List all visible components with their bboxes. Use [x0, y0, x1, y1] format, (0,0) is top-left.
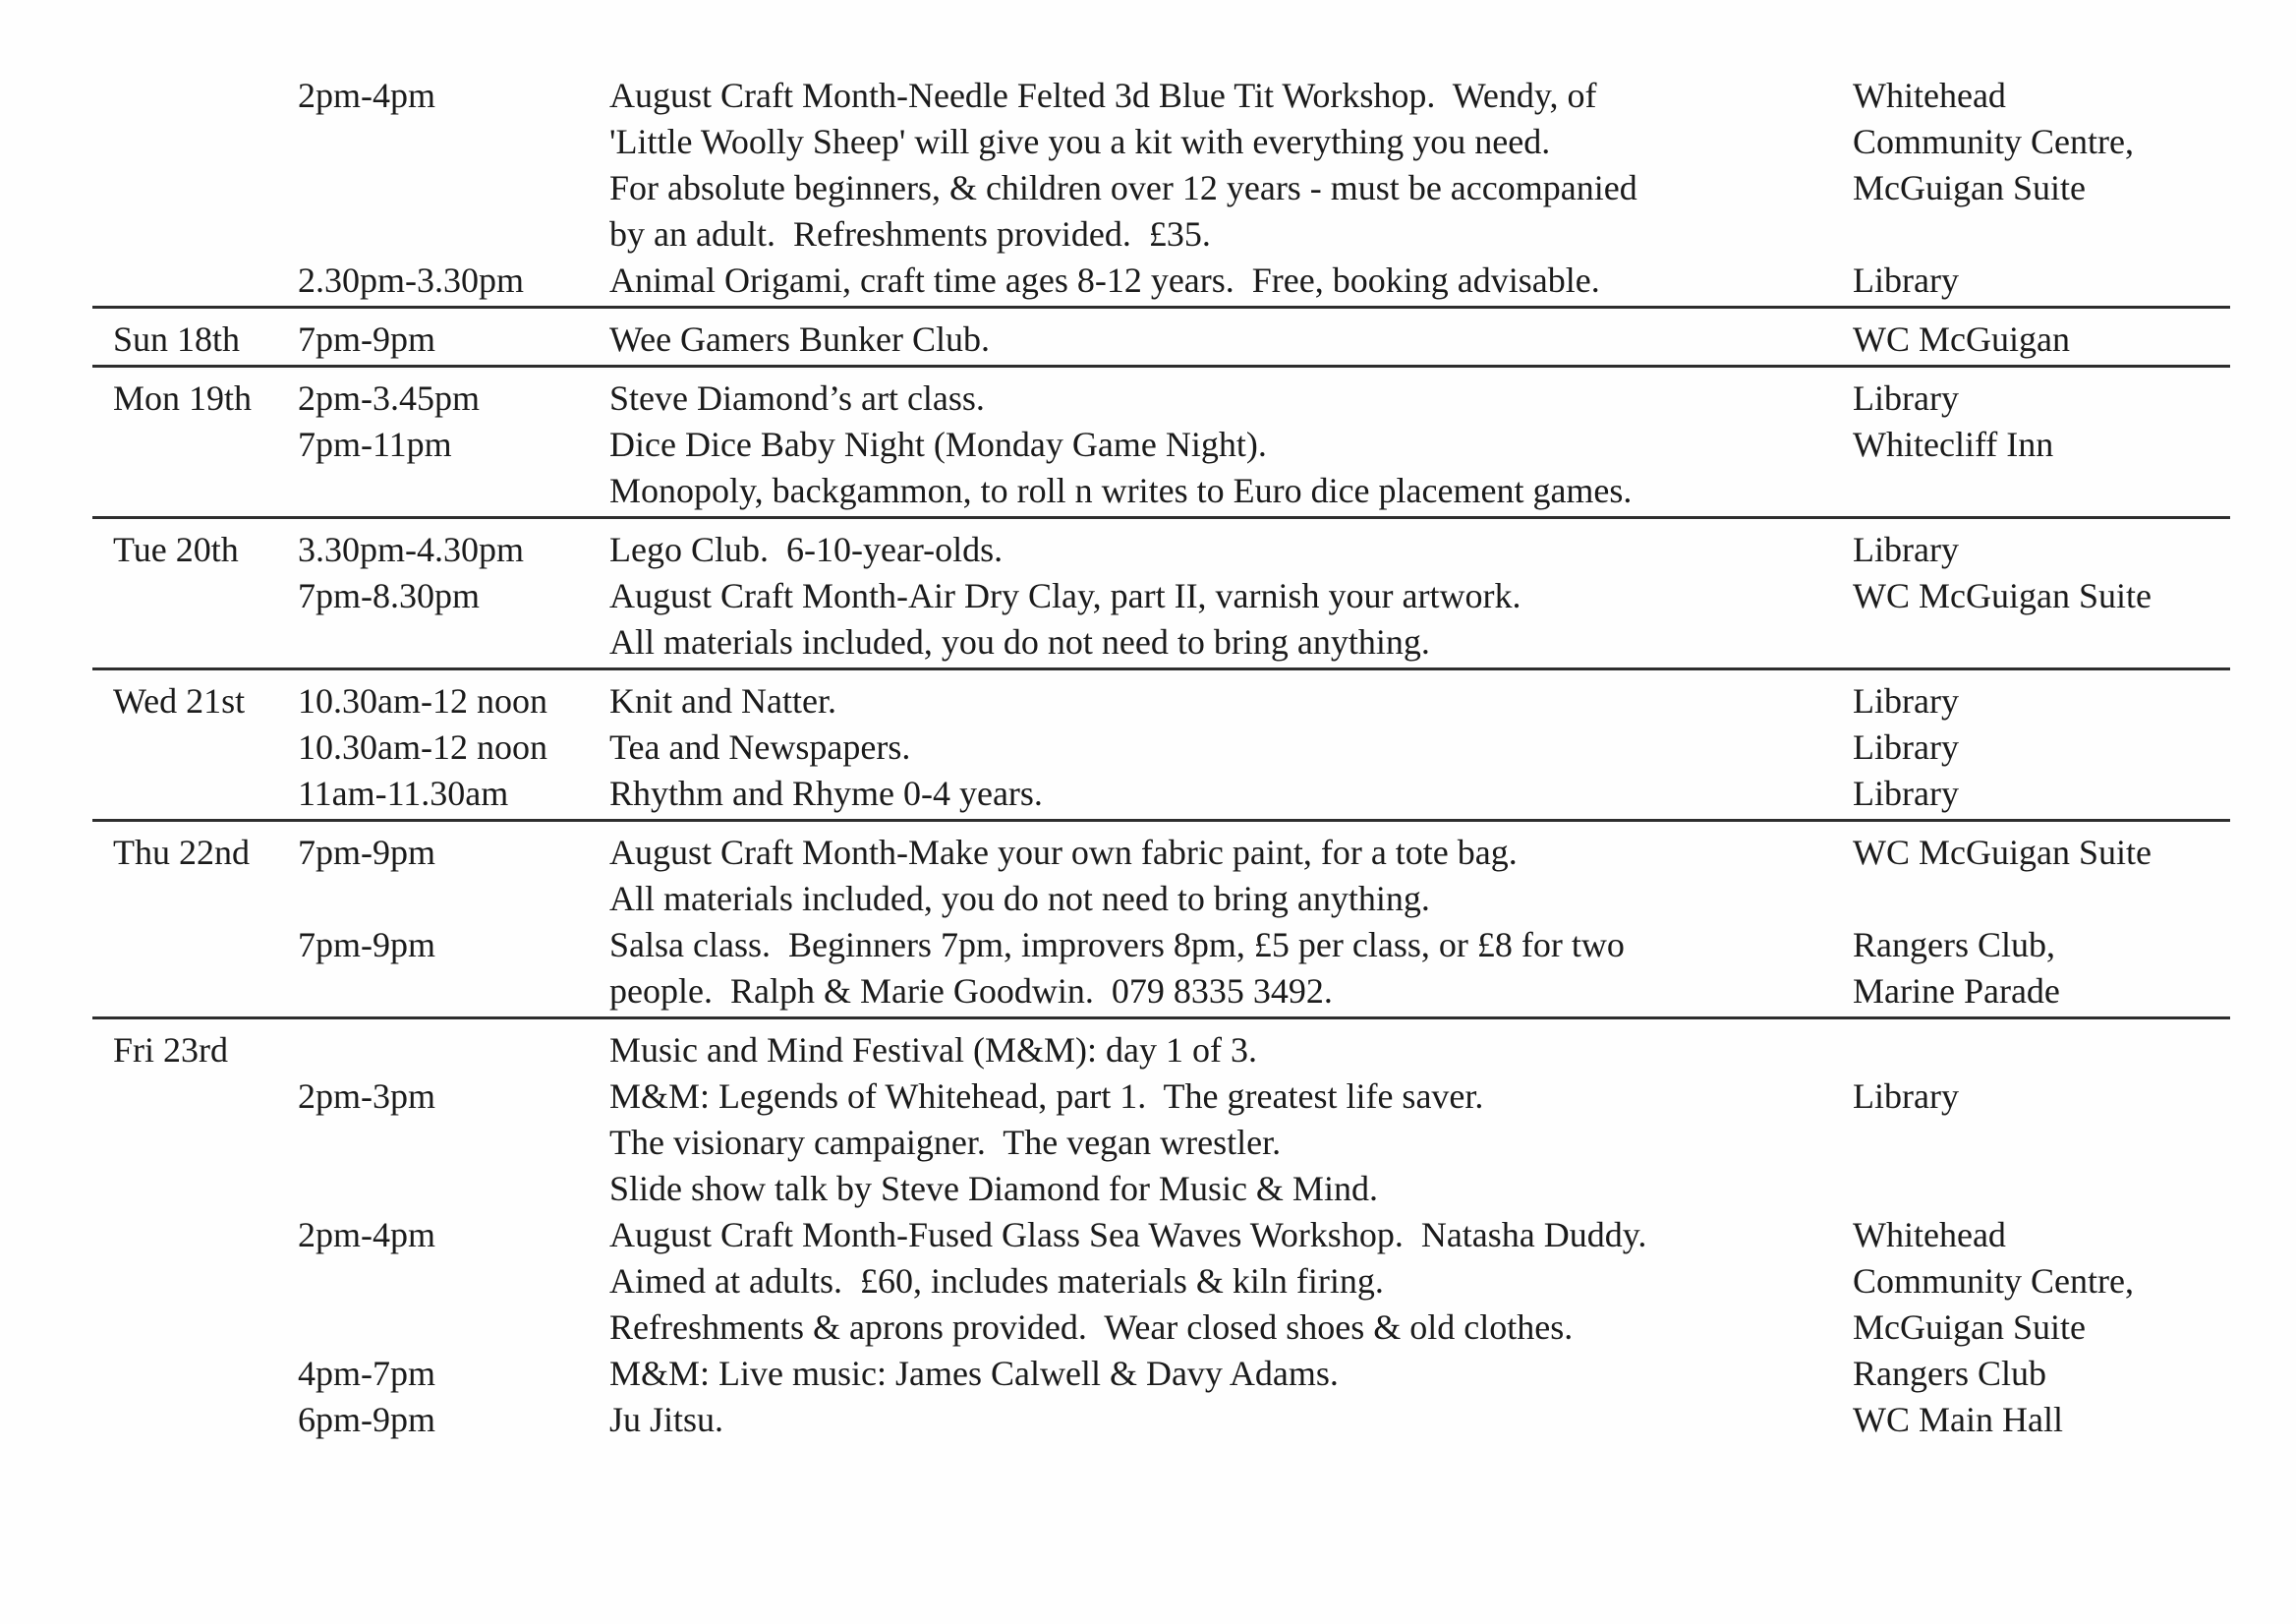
day-label: Tue 20th: [113, 530, 239, 569]
event-description: [609, 1027, 1853, 1073]
location-line: WC McGuigan: [1853, 319, 2070, 359]
day-label: Sun 18th: [113, 319, 241, 359]
event-row: [0, 258, 2296, 304]
event-time: 3.30pm-4.30pm: [298, 530, 524, 569]
day-label: Thu 22nd: [113, 833, 250, 872]
day-label: Wed 21st: [113, 681, 246, 721]
event-time: 2pm-3pm: [298, 1076, 435, 1116]
location-line: Library: [1853, 681, 1959, 721]
event-location: [1853, 678, 2296, 725]
description-line: Rhythm and Rhyme 0-4 years.: [609, 774, 1043, 813]
event-time: 4pm-7pm: [298, 1354, 435, 1393]
description-line: All materials included, you do not need to bring anything.: [609, 879, 1430, 918]
location-line: Library: [1853, 727, 1959, 767]
event-description: [609, 1397, 1853, 1443]
event-location: [1853, 922, 2296, 1015]
event-location: [1853, 258, 2296, 304]
event-location: [1853, 422, 2296, 468]
section-divider: [92, 819, 2230, 822]
schedule-section: [0, 376, 2296, 514]
location-line: Rangers Club,: [1853, 925, 2055, 964]
description-line: M&M: Live music: James Calwell & Davy Adams.: [609, 1354, 1339, 1393]
location-line: WC Main Hall: [1853, 1400, 2063, 1439]
location-line: WC McGuigan Suite: [1853, 833, 2152, 872]
event-location: [1853, 1351, 2296, 1397]
event-time: 11am-11.30am: [298, 774, 509, 813]
event-location: [1853, 73, 2296, 211]
description-line: by an adult. Refreshments provided. £35.: [609, 214, 1211, 254]
description-line: 'Little Woolly Sheep' will give you a kit with everything you need.: [609, 122, 1551, 161]
event-description: [609, 678, 1853, 725]
schedule-section: [0, 678, 2296, 817]
event-description: [609, 527, 1853, 573]
description-line: Steve Diamond’s art class.: [609, 378, 985, 418]
description-line: Refreshments & aprons provided. Wear closed shoes & old clothes.: [609, 1307, 1574, 1347]
event-time: 6pm-9pm: [298, 1400, 435, 1439]
location-line: WC McGuigan Suite: [1853, 576, 2152, 615]
event-time: 10.30am-12 noon: [298, 727, 547, 767]
description-line: August Craft Month-Fused Glass Sea Waves Workshop. Natasha Duddy.: [609, 1215, 1647, 1254]
event-time: 10.30am-12 noon: [298, 681, 547, 721]
description-line: Ju Jitsu.: [609, 1400, 724, 1439]
description-line: Music and Mind Festival (M&M): day 1 of 3.: [609, 1030, 1257, 1070]
day-label: Mon 19th: [113, 378, 253, 418]
event-row: [0, 73, 2296, 258]
schedule-section: [0, 1027, 2296, 1443]
section-divider: [92, 365, 2230, 368]
event-row: [0, 830, 2296, 922]
event-row: [0, 317, 2296, 363]
location-line: Whitehead: [1853, 76, 2006, 115]
event-description: [609, 771, 1853, 817]
event-time: 7pm-9pm: [298, 319, 435, 359]
description-line: Lego Club. 6-10-year-olds.: [609, 530, 1004, 569]
location-line: McGuigan Suite: [1853, 168, 2086, 207]
event-row: [0, 725, 2296, 771]
event-description: [609, 830, 1853, 922]
location-line: Community Centre,: [1853, 122, 2134, 161]
event-row: [0, 1073, 2296, 1212]
description-line: Knit and Natter.: [609, 681, 836, 721]
event-description: [609, 1351, 1853, 1397]
event-location: [1853, 317, 2296, 363]
section-divider: [92, 516, 2230, 519]
schedule-section: [0, 317, 2296, 363]
location-line: Marine Parade: [1853, 971, 2060, 1011]
event-row: [0, 678, 2296, 725]
event-time: 7pm-8.30pm: [298, 576, 480, 615]
description-line: M&M: Legends of Whitehead, part 1. The greatest life saver.: [609, 1076, 1484, 1116]
event-location: [1853, 830, 2296, 876]
section-divider: [92, 667, 2230, 670]
schedule-section: [0, 830, 2296, 1015]
event-time: 7pm-11pm: [298, 425, 452, 464]
event-row: [0, 1212, 2296, 1351]
description-line: For absolute beginners, & children over 12 years - must be accompanied: [609, 168, 1637, 207]
event-description: [609, 258, 1853, 304]
event-location: [1853, 1073, 2296, 1120]
section-divider: [92, 1016, 2230, 1019]
event-row: [0, 527, 2296, 573]
location-line: Library: [1853, 1076, 1959, 1116]
description-line: Salsa class. Beginners 7pm, improvers 8pm, £5 per class, or £8 for two: [609, 925, 1625, 964]
event-description: [609, 1073, 1853, 1212]
event-location: [1853, 376, 2296, 422]
event-time: 2.30pm-3.30pm: [298, 261, 524, 300]
event-description: [609, 725, 1853, 771]
schedule-section: [0, 73, 2296, 304]
event-time: 2pm-3.45pm: [298, 378, 480, 418]
event-time: 7pm-9pm: [298, 833, 435, 872]
event-location: [1853, 771, 2296, 817]
event-description: [609, 922, 1853, 1015]
description-line: Slide show talk by Steve Diamond for Music & Mind.: [609, 1169, 1378, 1208]
description-line: August Craft Month-Needle Felted 3d Blue Tit Workshop. Wendy, of: [609, 76, 1597, 115]
event-row: [0, 376, 2296, 422]
location-line: Library: [1853, 530, 1959, 569]
description-line: Animal Origami, craft time ages 8-12 years. Free, booking advisable.: [609, 261, 1600, 300]
event-description: [609, 422, 1853, 514]
description-line: Tea and Newspapers.: [609, 727, 911, 767]
event-row: [0, 573, 2296, 666]
event-row: [0, 1397, 2296, 1443]
event-row: [0, 1027, 2296, 1073]
description-line: August Craft Month-Make your own fabric paint, for a tote bag.: [609, 833, 1518, 872]
event-row: [0, 922, 2296, 1015]
day-label: Fri 23rd: [113, 1030, 228, 1070]
event-row: [0, 422, 2296, 514]
event-description: [609, 376, 1853, 422]
event-description: [609, 317, 1853, 363]
location-line: Library: [1853, 774, 1959, 813]
event-location: [1853, 725, 2296, 771]
description-line: Monopoly, backgammon, to roll n writes to Euro dice placement games.: [609, 471, 1633, 510]
location-line: Library: [1853, 378, 1959, 418]
event-time: 2pm-4pm: [298, 1215, 435, 1254]
section-divider: [92, 306, 2230, 309]
event-location: [1853, 527, 2296, 573]
location-line: Whitecliff Inn: [1853, 425, 2054, 464]
event-description: [609, 73, 1853, 258]
event-time: 2pm-4pm: [298, 76, 435, 115]
location-line: Whitehead: [1853, 1215, 2006, 1254]
location-line: McGuigan Suite: [1853, 1307, 2086, 1347]
description-line: Wee Gamers Bunker Club.: [609, 319, 990, 359]
location-line: Library: [1853, 261, 1959, 300]
description-line: Aimed at adults. £60, includes materials & kiln firing.: [609, 1261, 1384, 1301]
description-line: The visionary campaigner. The vegan wrestler.: [609, 1123, 1282, 1162]
schedule-section: [0, 527, 2296, 666]
event-description: [609, 573, 1853, 666]
description-line: All materials included, you do not need to bring anything.: [609, 622, 1430, 662]
description-line: Dice Dice Baby Night (Monday Game Night).: [609, 425, 1267, 464]
location-line: Community Centre,: [1853, 1261, 2134, 1301]
description-line: August Craft Month-Air Dry Clay, part II, varnish your artwork.: [609, 576, 1521, 615]
description-line: people. Ralph & Marie Goodwin. 079 8335 3492.: [609, 971, 1333, 1011]
event-location: [1853, 1397, 2296, 1443]
event-row: [0, 771, 2296, 817]
event-location: [1853, 1212, 2296, 1351]
event-location: [1853, 573, 2296, 619]
event-row: [0, 1351, 2296, 1397]
event-description: [609, 1212, 1853, 1351]
event-time: 7pm-9pm: [298, 925, 435, 964]
location-line: Rangers Club: [1853, 1354, 2046, 1393]
